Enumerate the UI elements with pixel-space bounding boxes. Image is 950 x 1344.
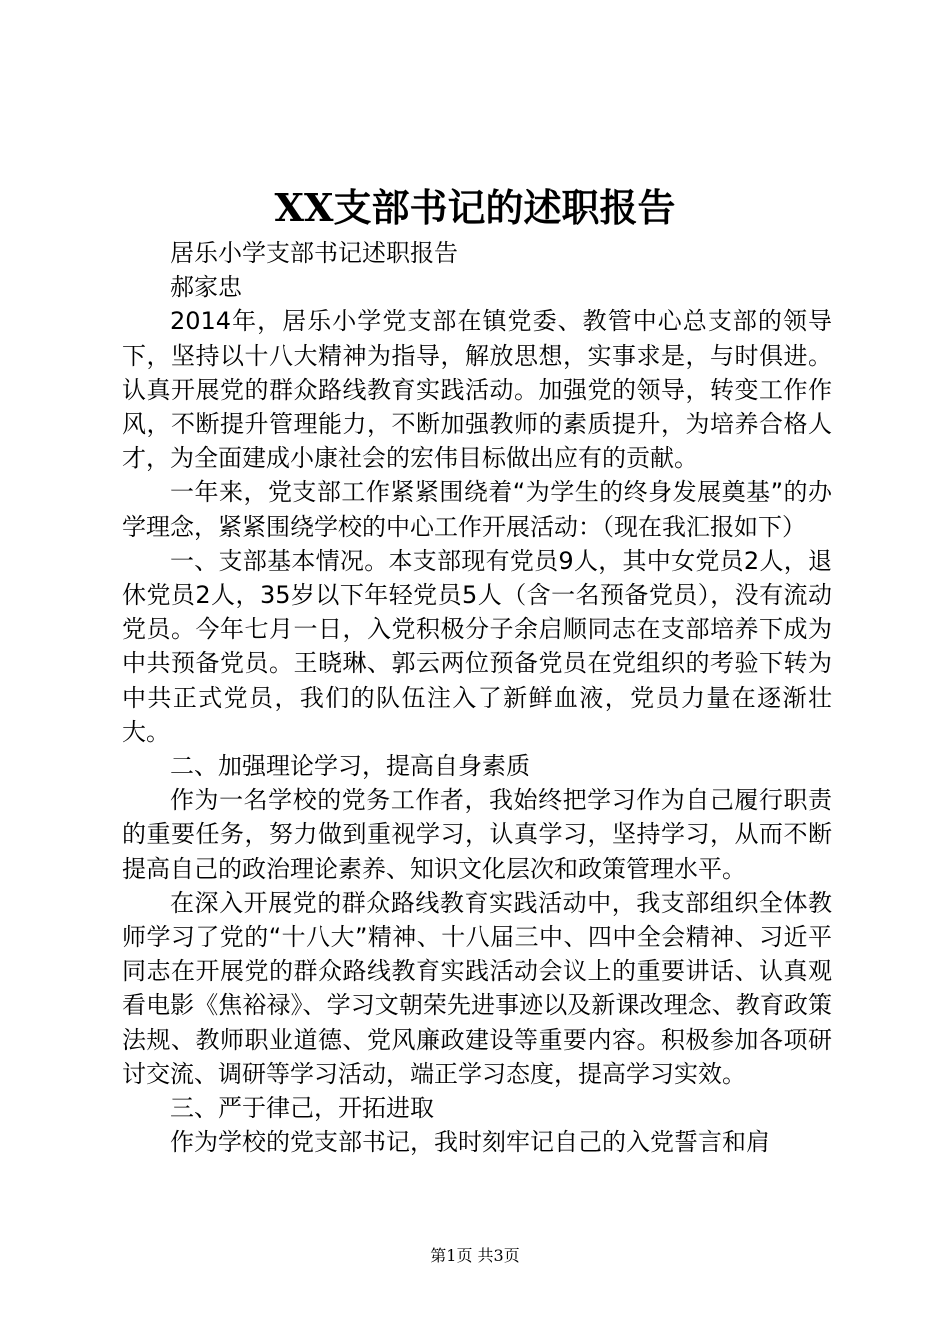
body-paragraph: 一、支部基本情况。本支部现有党员9人，其中女党员2人，退休党员2人，35岁以下年轻党员5人（含一名预备党员），没有流动党员。今年七月一日，入党积极分子余启顺同志在支部培养下成为中共预备党员。王晓琳、郭云两位预备党员在党组织的考验下转为中共正式党员，我们的队伍注入了新鲜血液，党员力量在逐渐壮大。 <box>122 546 832 746</box>
body-paragraph: 作为学校的党支部书记，我时刻牢记自己的入党誓言和肩 <box>170 1128 770 1157</box>
section-heading: 三、严于律己，开拓进取 <box>170 1094 434 1123</box>
body-paragraph: 一年来，党支部工作紧紧围绕着“为学生的终身发展奠基”的办学理念，紧紧围绕学校的中心工作开展活动：（现在我汇报如下） <box>122 478 832 541</box>
subtitle-paragraph: 居乐小学支部书记述职报告 <box>170 239 458 267</box>
author-paragraph: 郝家忠 <box>170 273 242 302</box>
body-paragraph: 2014年，居乐小学党支部在镇党委、教管中心总支部的领导下，坚持以十八大精神为指导，解放思想，实事求是，与时俱进。认真开展党的群众路线教育实践活动。加强党的领导，转变工作作风，不断提升管理能力，不断加强教师的素质提升，为培养合格人才，为全面建成小康社会的宏伟目标做出应有的贡献。 <box>122 307 832 473</box>
section-heading: 二、加强理论学习，提高自身素质 <box>170 752 530 781</box>
document-title: XX支部书记的述职报告 <box>274 185 676 230</box>
document-body <box>122 236 832 1159</box>
body-paragraph: 作为一名学校的党务工作者，我始终把学习作为自己履行职责的重要任务，努力做到重视学习，认真学习，坚持学习，从而不断提高自己的政治理论素养、知识文化层次和政策管理水平。 <box>122 786 832 883</box>
page-footer: 第1页 共3页 <box>430 1246 520 1265</box>
body-paragraph: 在深入开展党的群众路线教育实践活动中，我支部组织全体教师学习了党的“十八大”精神、十八届三中、四中全会精神、习近平同志在开展党的群众路线教育实践活动会议上的重要讲话、认真观看电影《焦裕禄》、学习文朝荣先进事迹以及新课改理念、教育政策法规、教师职业道德、党风廉政建设等重要内容。积极参加各项研讨交流、调研等学习活动，端正学习态度，提高学习实效。 <box>122 888 832 1088</box>
